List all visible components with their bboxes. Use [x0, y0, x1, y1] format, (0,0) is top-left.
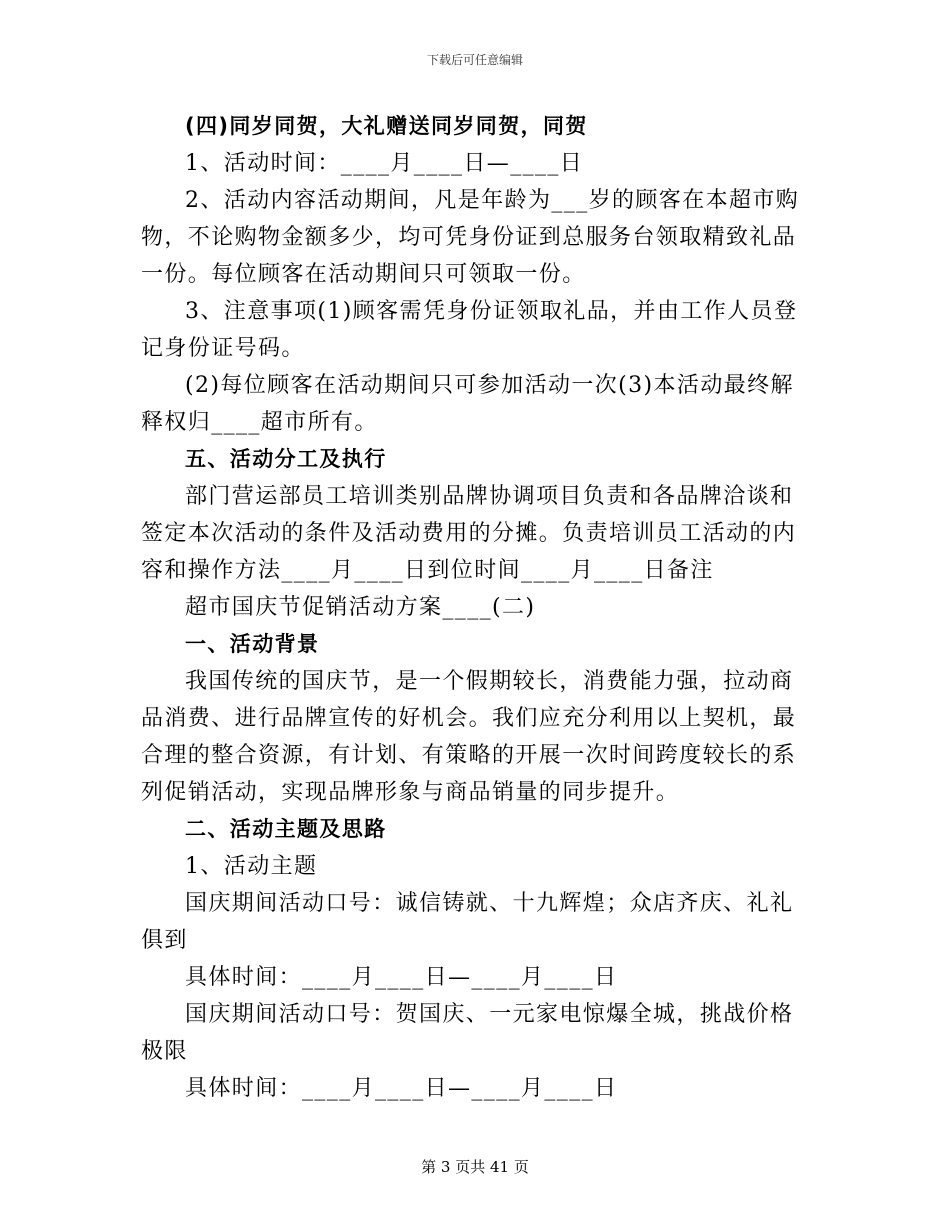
page-footer: 第 3 页共 41 页	[421, 1158, 529, 1176]
paragraph: 3、注意事项(1)顾客需凭身份证领取礼品，并由工作人员登记身份证号码。	[141, 299, 798, 361]
paragraph: 2、活动内容活动期间，凡是年龄为___岁的顾客在本超市购物，不论购物金额多少，均可凭身份证到总服务台领取精致礼品一份。每位顾客在活动期间只可领取一份。	[141, 188, 800, 287]
paragraph: 我国传统的国庆节，是一个假期较长，消费能力强，拉动商品消费、进行品牌宣传的好机会。我们应充分利用以上契机，最合理的整合资源，有计划、有策略的开展一次时间跨度较长的系列促销活动，实现品牌形象与商品销量的同步提升。	[141, 669, 797, 805]
paragraph: 1、活动时间：____月____日—____日	[185, 151, 584, 176]
document-body	[141, 108, 811, 1107]
section-heading: (四)同岁同贺，大礼赠送同岁同贺，同贺	[185, 114, 588, 138]
paragraph: 部门营运部员工培训类别品牌协调项目负责和各品牌洽谈和签定本次活动的条件及活动费用的分摊。负责培训员工活动的内容和操作方法____月____日到位时间____月____日备注	[141, 484, 797, 583]
paragraph: 具体时间：____月____日—____月____日	[185, 1076, 618, 1101]
section-heading: 一、活动背景	[185, 632, 320, 656]
paragraph: (2)每位顾客在活动期间只可参加活动一次(3)本活动最终解释权归____超市所有。	[141, 373, 794, 435]
paragraph: 国庆期间活动口号：贺国庆、一元家电惊爆全城，挑战价格极限	[141, 1002, 794, 1064]
page-header: 下载后可任意编辑	[426, 53, 523, 67]
paragraph: 超市国庆节促销活动方案____(二)	[185, 595, 536, 620]
paragraph: 国庆期间活动口号：诚信铸就、十九辉煌；众店齐庆、礼礼俱到	[141, 891, 794, 953]
paragraph: 1、活动主题	[185, 854, 318, 879]
section-heading: 二、活动主题及思路	[185, 817, 387, 841]
section-heading: 五、活动分工及执行	[185, 447, 387, 471]
paragraph: 具体时间：____月____日—____月____日	[185, 965, 618, 990]
